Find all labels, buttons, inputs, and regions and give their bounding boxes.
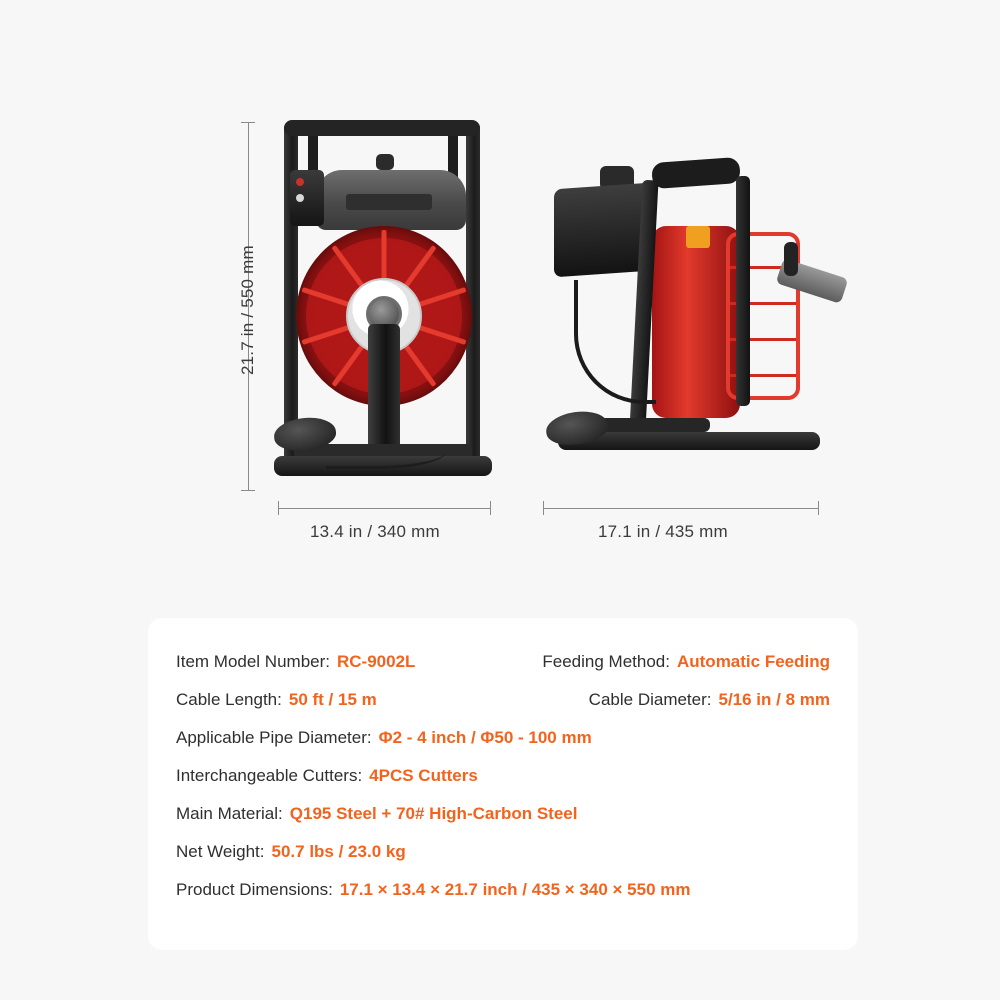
spec-label: Net Weight: (176, 842, 265, 861)
spec-label: Interchangeable Cutters: (176, 766, 363, 785)
spec-row (176, 690, 830, 710)
specification-card (148, 618, 858, 950)
side-width-dimension-line (543, 508, 818, 509)
spec-label: Product Dimensions: (176, 880, 333, 899)
spec-label: Applicable Pipe Diameter: (176, 728, 372, 747)
side-width-tick-left (543, 501, 544, 515)
front-motor-nameplate (346, 194, 432, 210)
spec-value: 4PCS Cutters (369, 766, 478, 785)
power-indicator-icon (296, 178, 304, 186)
spec-label: Item Model Number: (176, 652, 330, 671)
front-width-tick-right (490, 501, 491, 515)
spec-value: Automatic Feeding (676, 652, 830, 671)
spec-item-feeding-method (542, 652, 830, 672)
side-width-tick-right (818, 501, 819, 515)
spec-item-pipe-diameter (176, 728, 592, 748)
front-support-column (368, 324, 400, 456)
front-top-knob (376, 154, 394, 170)
height-dimension-tick-bottom (241, 490, 255, 491)
switch-button-icon (296, 194, 304, 202)
height-dimension-label: 21.7 in / 550 mm (238, 245, 257, 375)
spec-item-cable-diameter (589, 690, 830, 710)
front-view-machine (268, 118, 498, 478)
spec-item-product-dimensions (176, 880, 691, 900)
spec-value: 5/16 in / 8 mm (718, 690, 830, 709)
front-width-dimension-label: 13.4 in / 340 mm (310, 522, 440, 541)
warning-label-icon (686, 226, 710, 248)
side-motor-housing (554, 183, 650, 278)
spec-row (176, 652, 830, 672)
front-width-tick-left (278, 501, 279, 515)
spec-label: Cable Length: (176, 690, 282, 709)
height-dimension-tick-top (241, 122, 255, 123)
side-frame-post-rear (736, 176, 750, 406)
spec-value: 50.7 lbs / 23.0 kg (271, 842, 406, 861)
front-frame-top-bar (284, 120, 480, 136)
cable-guide-knob (784, 242, 798, 276)
spec-row (176, 804, 830, 824)
side-carry-handle (651, 157, 741, 189)
spec-row (176, 728, 830, 748)
spec-label: Feeding Method: (542, 652, 670, 671)
spec-item-net-weight (176, 842, 406, 862)
spec-value: Φ2 - 4 inch / Φ50 - 100 mm (378, 728, 592, 747)
spec-value: Q195 Steel + 70# High-Carbon Steel (289, 804, 578, 823)
front-switch-box (290, 170, 324, 226)
spec-item-cable-length (176, 690, 377, 710)
specification-list (148, 618, 858, 900)
spec-item-model-number (176, 652, 415, 672)
spec-item-interchangeable-cutters (176, 766, 478, 786)
spec-label: Cable Diameter: (588, 690, 712, 709)
side-power-cord (574, 280, 656, 404)
spec-label: Main Material: (176, 804, 283, 823)
spec-value: RC-9002L (337, 652, 416, 671)
spec-row (176, 880, 830, 900)
front-width-dimension-line (278, 508, 490, 509)
side-width-dimension-label: 17.1 in / 435 mm (598, 522, 728, 541)
spec-value: 50 ft / 15 m (288, 690, 377, 709)
side-view-machine (540, 150, 840, 480)
spec-value: 17.1 × 13.4 × 21.7 inch / 435 × 340 × 550 mm (339, 880, 691, 899)
spec-row (176, 766, 830, 786)
spec-row (176, 842, 830, 862)
spec-item-main-material (176, 804, 577, 824)
